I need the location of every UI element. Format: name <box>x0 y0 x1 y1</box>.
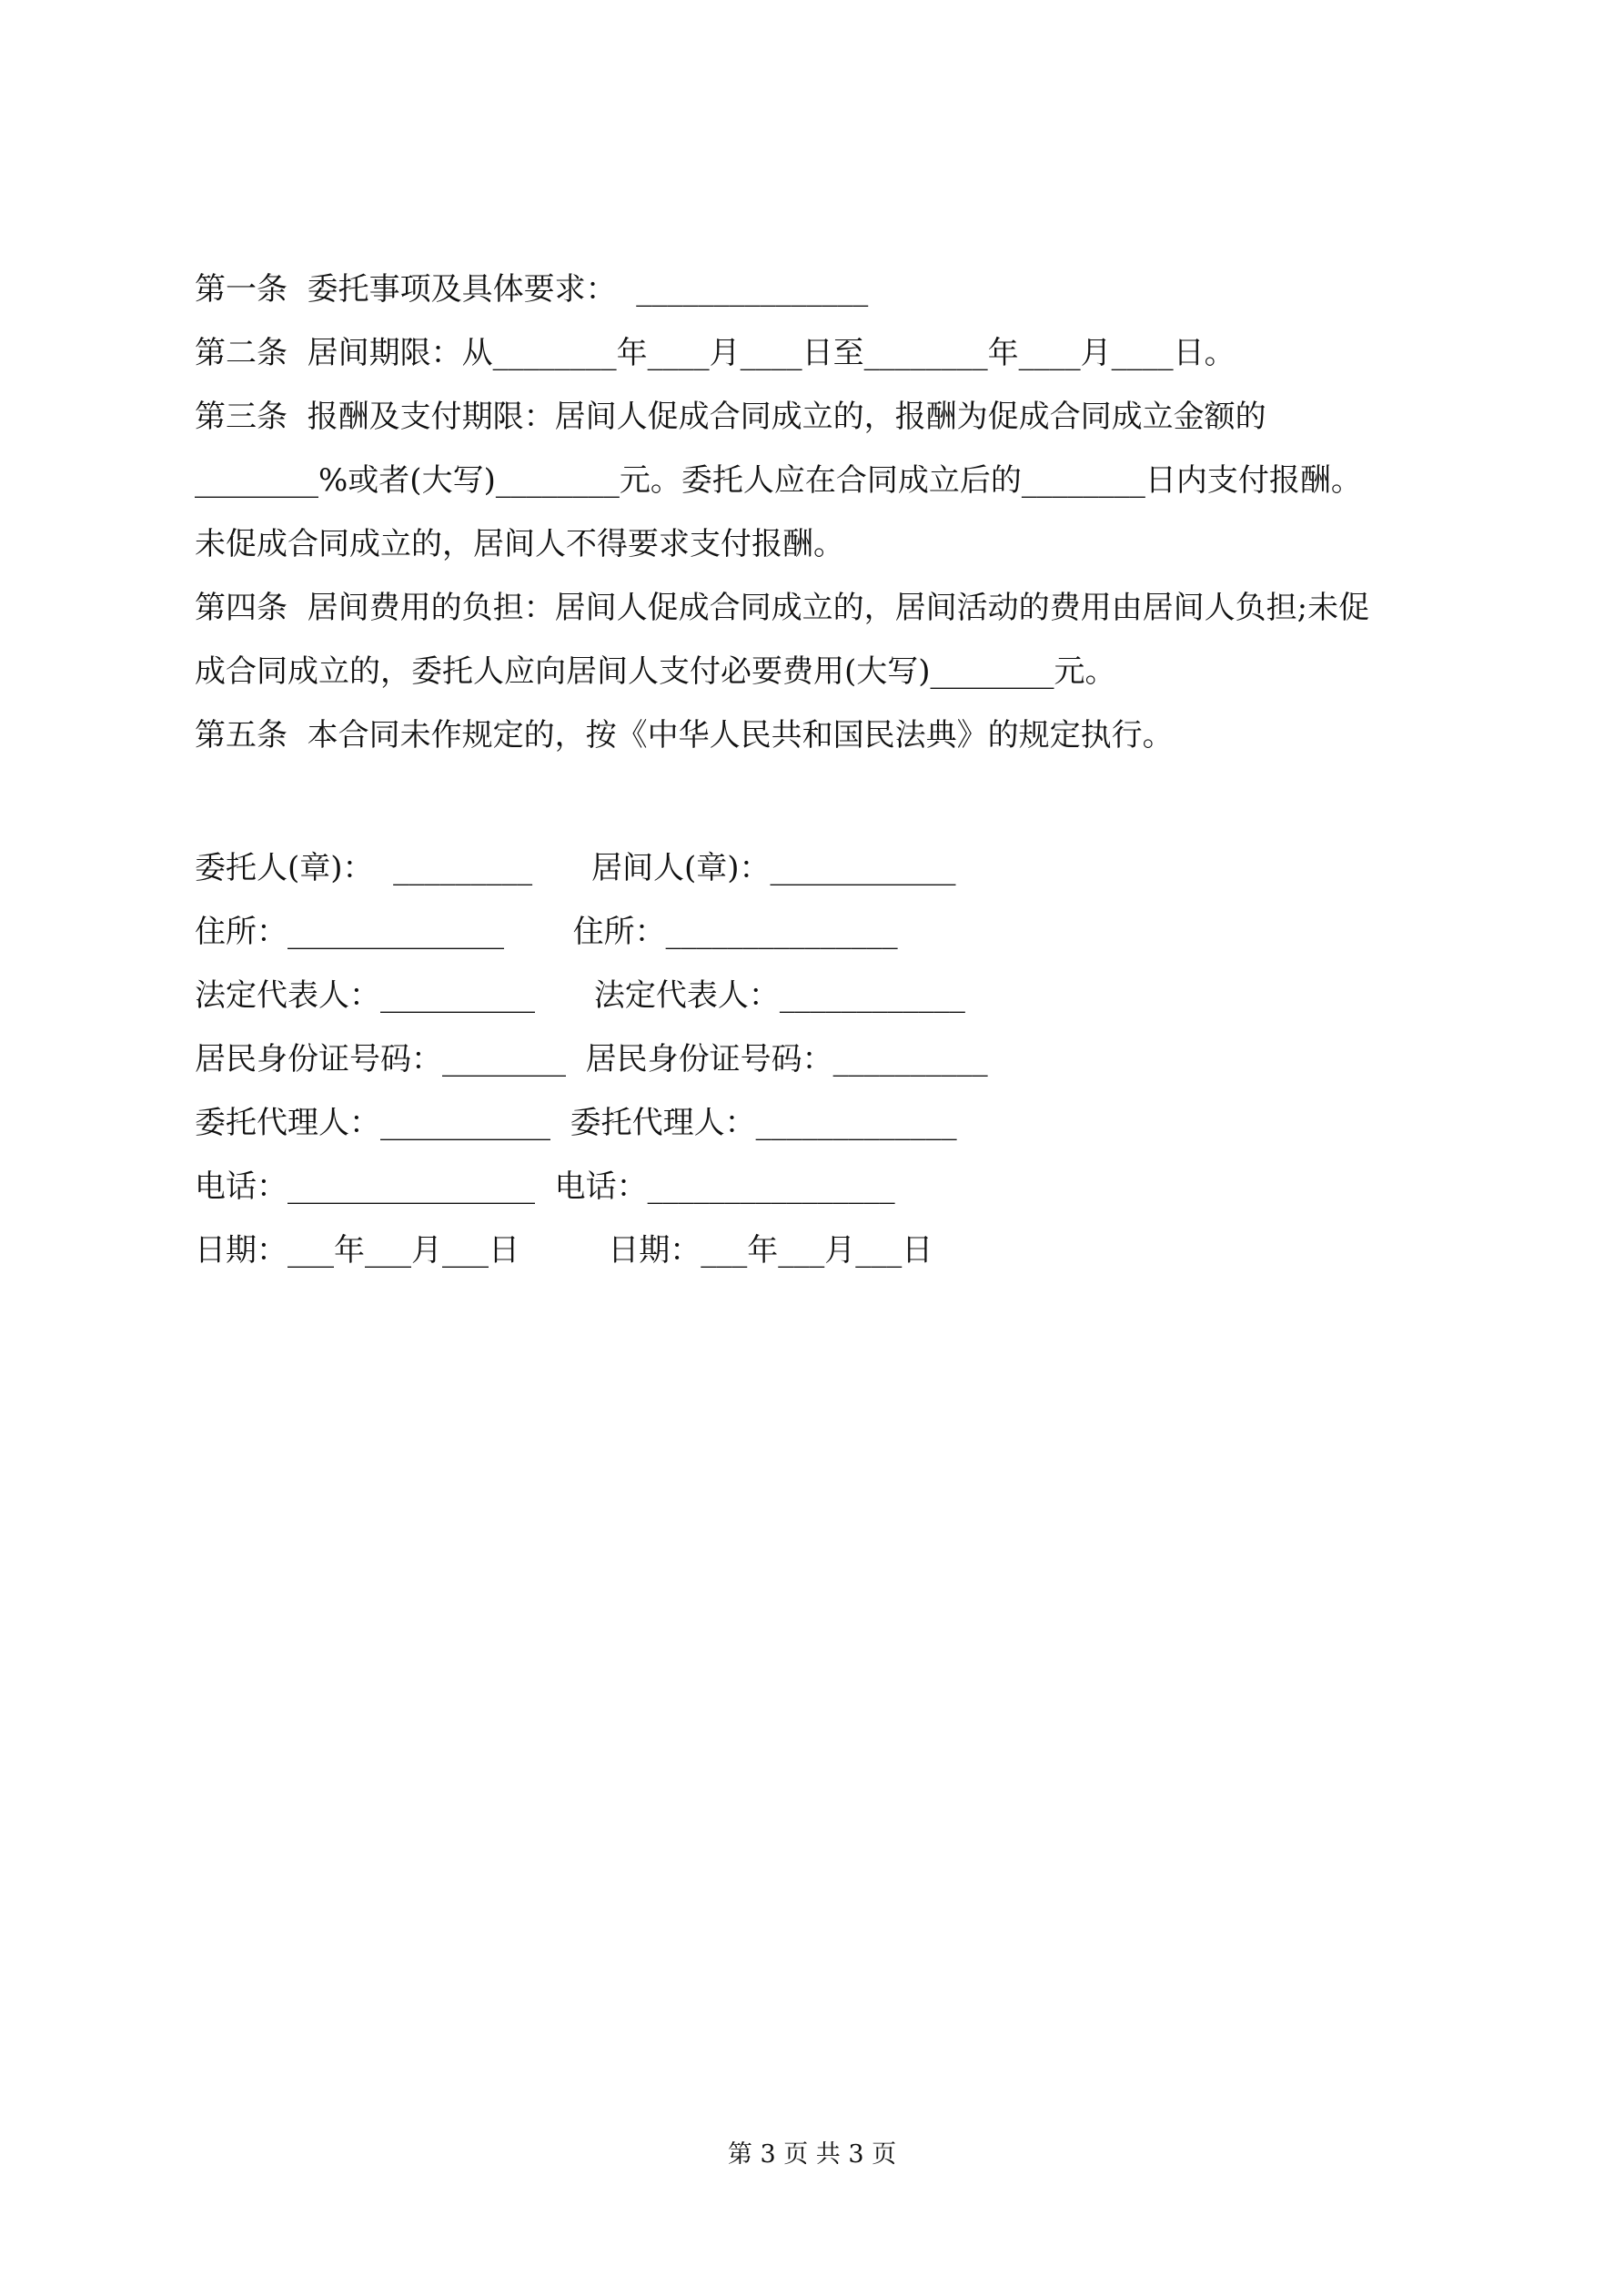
article-3-line-3: 未促成合同成立的，居间人不得要求支付报酬。 <box>195 526 844 562</box>
page-footer: 第 3 页 共 3 页 <box>727 2140 897 2169</box>
signature-address: 住所：______________ 住所：_______________ <box>195 914 898 950</box>
article-4-line-1: 第四条 居间费用的负担：居间人促成合同成立的，居间活动的费用由居间人负担;未促 <box>195 590 1370 626</box>
article-3-line-1: 第三条 报酬及支付期限：居间人促成合同成立的，报酬为促成合同成立金额的 <box>195 399 1266 435</box>
article-5: 第五条 本合同未作规定的，按《中华人民共和国民法典》的规定执行。 <box>195 717 1174 754</box>
article-2: 第二条 居间期限：从________年____月____日至________年____月____日。 <box>195 335 1236 371</box>
article-1: 第一条 委托事项及具体要求： _______________ <box>195 271 869 308</box>
signature-id-number: 居民身份证号码：________ 居民身份证号码：__________ <box>195 1041 988 1077</box>
signature-legal-representative: 法定代表人：__________ 法定代表人：____________ <box>195 977 965 1014</box>
signature-phone: 电话：________________ 电话：________________ <box>195 1168 895 1205</box>
article-4-line-2: 成合同成立的，委托人应向居间人支付必要费用(大写)________元。 <box>195 653 1116 690</box>
article-3-line-2: ________%或者(大写)________元。委托人应在合同成立后的________日内支付报酬。 <box>195 462 1362 499</box>
signature-principal-intermediary: 委托人(章)： _________ 居间人(章)：____________ <box>195 850 956 886</box>
signature-date: 日期：___年___月___日 日期：___年___月___日 <box>195 1232 933 1269</box>
signature-agent: 委托代理人：___________ 委托代理人：_____________ <box>195 1105 957 1141</box>
